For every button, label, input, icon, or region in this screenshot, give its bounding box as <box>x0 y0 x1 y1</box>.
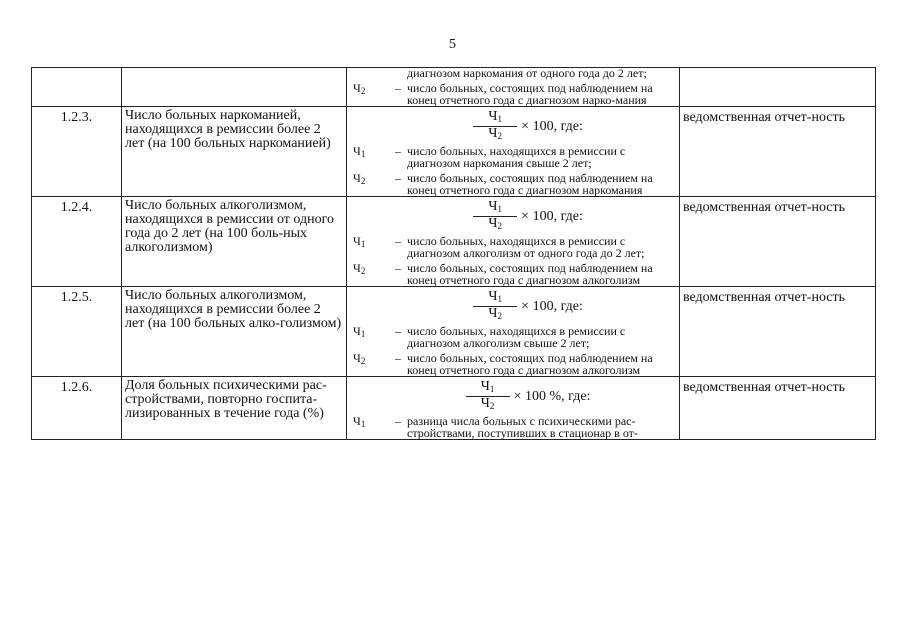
definition-ch2: $Ч_2$ – число больных, состоящих под наблюдением на конец отчетного года с диагнозом алкоголизм <box>353 351 653 377</box>
indicator-name: Доля больных психическими рас-стройствами, повторно госпита-лизированных в течение года (%) <box>122 377 347 440</box>
formula-cell <box>347 287 680 377</box>
data-source <box>680 68 876 107</box>
row-number: 1.2.5. <box>32 287 122 377</box>
continued-definition: диагнозом наркомания от одного года до 2 лет; <box>407 66 647 80</box>
indicator-name: Число больных алкоголизмом, находящихся в ремиссии более 2 лет (на 100 больных алко-голизмом) <box>122 287 347 377</box>
formula-fraction: $\frac{Ч_1}{Ч_2}$ × 100, где: <box>379 199 677 232</box>
row-number <box>32 68 122 107</box>
formula-cell <box>347 377 680 440</box>
data-source: ведомственная отчет-ность <box>680 287 876 377</box>
formula-fraction: $\frac{Ч_1}{Ч_2}$ × 100 %, где: <box>379 379 677 412</box>
definition-ch2: $Ч_2$ – число больных, состоящих под наблюдением на конец отчетного года с диагнозом алкоголизм <box>353 261 653 287</box>
table-row <box>32 107 876 197</box>
row-number: 1.2.6. <box>32 377 122 440</box>
formula-cell <box>347 68 680 107</box>
definition-ch1: $Ч_1$ – число больных, находящихся в ремиссии с диагнозом алкоголизм от одного года до 2 лет; <box>353 234 645 260</box>
definition-ch2: $Ч_2$ – число больных, состоящих под наблюдением на конец отчетного года с диагнозом наркомания <box>353 171 653 197</box>
formula-fraction: $\frac{Ч_1}{Ч_2}$ × 100, где: <box>379 289 677 322</box>
row-number: 1.2.4. <box>32 197 122 287</box>
definition-ch1: $Ч_1$ – число больных, находящихся в ремиссии с диагнозом алкоголизм свыше 2 лет; <box>353 324 626 350</box>
indicator-name <box>122 68 347 107</box>
table-row <box>32 197 876 287</box>
page-number: 5 <box>449 37 456 52</box>
formula-cell <box>347 197 680 287</box>
table-row <box>32 287 876 377</box>
indicator-name: Число больных наркоманией, находящихся в ремиссии более 2 лет (на 100 больных наркоманией) <box>122 107 347 197</box>
indicator-name: Число больных алкоголизмом, находящихся в ремиссии от одного года до 2 лет (на 100 боль-ных алкоголизмом) <box>122 197 347 287</box>
definition-ch1: $Ч_1$ – число больных, находящихся в ремиссии с диагнозом наркомания свыше 2 лет; <box>353 144 626 170</box>
definition-ch2: $Ч_2$ – число больных, состоящих под наблюдением на конец отчетного года с диагнозом нарко-мания <box>353 81 653 107</box>
data-source: ведомственная отчет-ность <box>680 107 876 197</box>
formula-cell <box>347 107 680 197</box>
data-source: ведомственная отчет-ность <box>680 377 876 440</box>
definition-ch1: $Ч_1$ – разница числа больных с психическими рас-стройствами, поступивших в стационар в от- <box>353 414 638 440</box>
row-number: 1.2.3. <box>32 107 122 197</box>
table-row <box>32 68 876 107</box>
indicators-table <box>31 67 876 440</box>
formula-fraction: $\frac{Ч_1}{Ч_2}$ × 100, где: <box>379 109 677 142</box>
data-source: ведомственная отчет-ность <box>680 197 876 287</box>
table-row <box>32 377 876 440</box>
